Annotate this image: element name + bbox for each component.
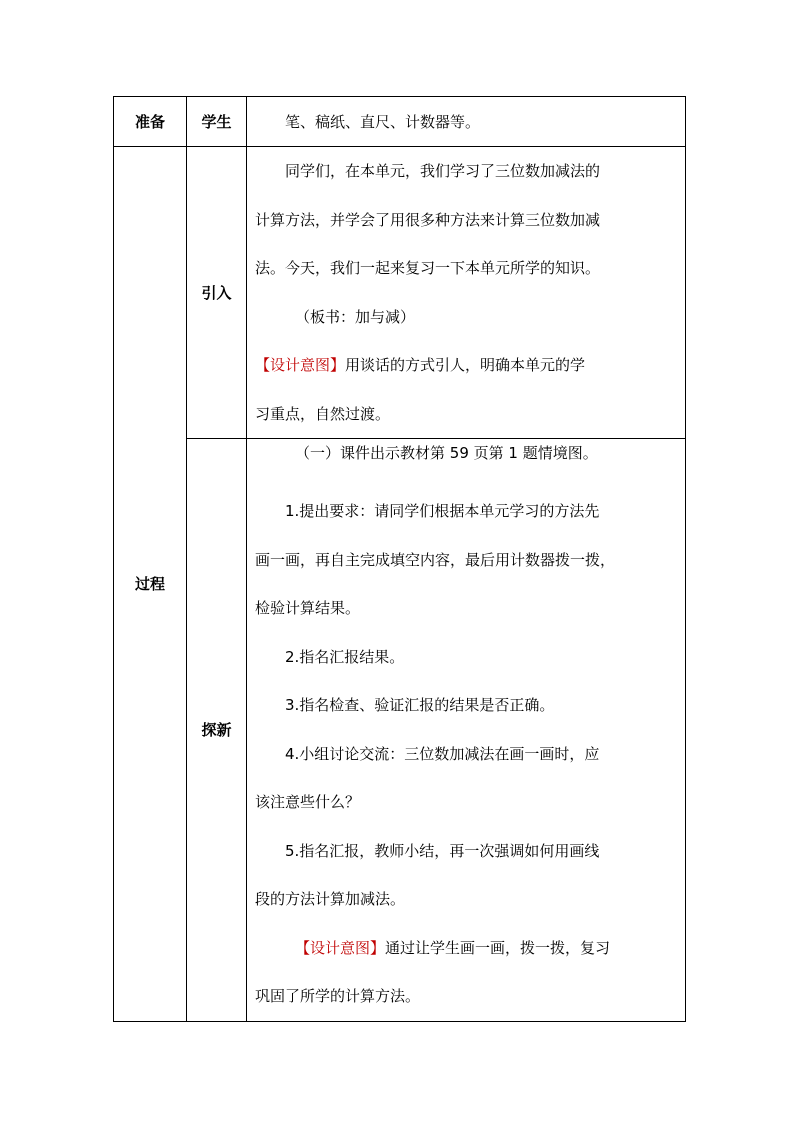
design-intent-tag: 【设计意图】	[255, 356, 346, 374]
explore-line: 3.指名检查、验证汇报的结果是否正确。	[285, 696, 555, 714]
lesson-plan-table	[113, 96, 686, 1022]
intro-paragraph: 法。今天，我们一起来复习一下本单元所学的知识。	[255, 259, 601, 277]
intro-paragraph: 同学们，在本单元，我们学习了三位数加减法的	[285, 162, 601, 180]
design-intent-tag: 【设计意图】	[295, 938, 386, 957]
explore-line: 画一画，再自主完成填空内容，最后用计数器拨一拨，	[255, 550, 616, 569]
explore-line: 检验计算结果。	[255, 599, 361, 617]
explore-line: 该注意些什么？	[255, 793, 361, 811]
explore-line: 段的方法计算加减法。	[255, 890, 406, 908]
explore-intent	[255, 924, 679, 973]
prep-materials: 笔、稿纸、直尺、计数器等。	[285, 112, 481, 131]
explore-content	[247, 439, 686, 1022]
explore-line: 1.提出要求：请同学们根据本单元学习的方法先	[285, 502, 600, 520]
intro-label: 引入	[187, 147, 247, 439]
intro-content	[247, 147, 686, 439]
intro-intent	[255, 341, 679, 390]
explore-line: 2.指名汇报结果。	[285, 647, 405, 666]
prep-content	[247, 97, 686, 147]
explore-row	[114, 439, 686, 1022]
explore-intent-text: 通过让学生画一画，拨一拨，复习	[385, 938, 611, 957]
prep-label: 准备	[114, 97, 187, 147]
process-label: 过程	[114, 147, 187, 1022]
explore-line: （一）课件出示教材第 59 页第 1 题情境图。	[295, 444, 598, 462]
student-label: 学生	[187, 97, 247, 147]
intro-intent-cont: 习重点，自然过渡。	[255, 404, 391, 423]
explore-line: 4.小组讨论交流：三位数加减法在画一画时，应	[285, 744, 600, 763]
blackboard-note: （板书：加与减）	[295, 307, 416, 326]
explore-label: 探新	[187, 439, 247, 1022]
intro-row	[114, 147, 686, 439]
prep-row	[114, 97, 686, 147]
explore-intent-cont: 巩固了所学的计算方法。	[255, 987, 421, 1005]
intro-paragraph: 计算方法，并学会了用很多种方法来计算三位数加减	[255, 210, 601, 229]
explore-line: 5.指名汇报，教师小结，再一次强调如何用画线	[285, 841, 600, 860]
intro-intent-text: 用谈话的方式引人，明确本单元的学	[345, 356, 586, 374]
